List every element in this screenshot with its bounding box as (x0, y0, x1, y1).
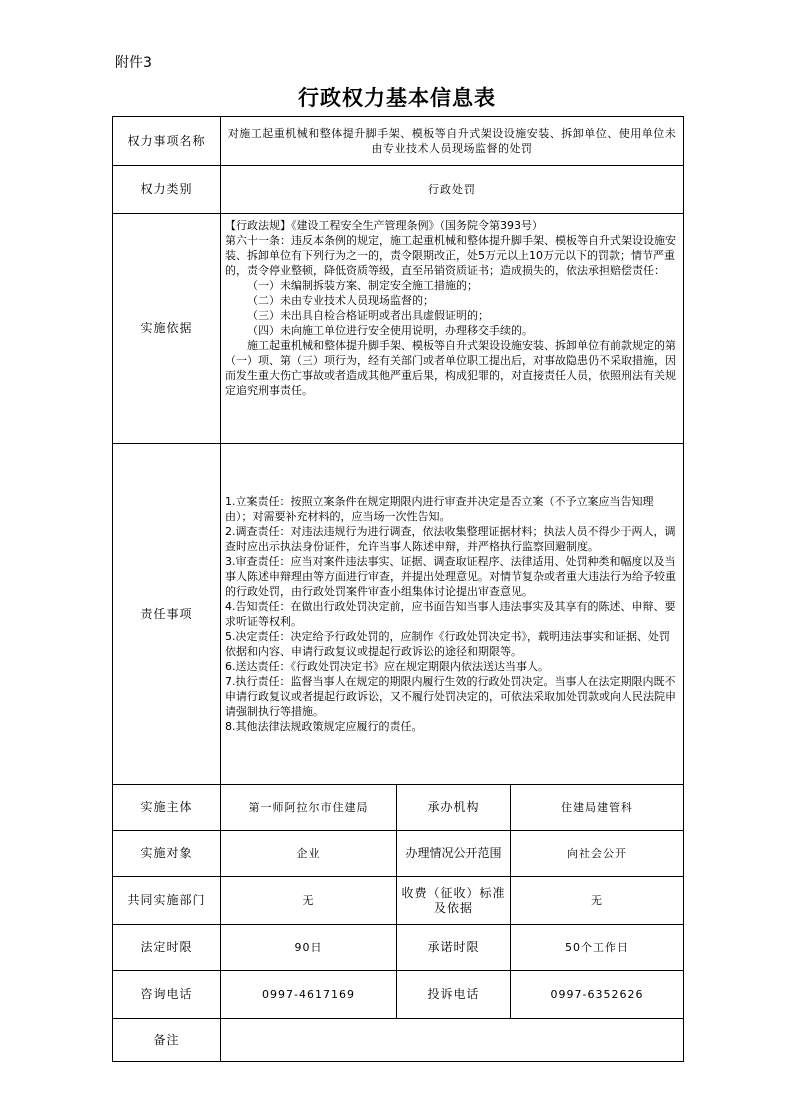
value-fee: 无 (511, 877, 684, 925)
label-power-name: 权力事项名称 (113, 117, 221, 166)
label-remark: 备注 (113, 1019, 221, 1062)
basis-line: 【行政法规】《建设工程安全生产管理条例》（国务院令第393号） (225, 219, 543, 232)
basis-line: （四）未向施工单位进行安全使用说明，办理移交手续的。 (247, 324, 533, 337)
basis-line: （一）未编制拆装方案、制定安全施工措施的； (247, 279, 478, 292)
duty-line: 4.告知责任：在做出行政处罚决定前，应书面告知当事人违法事实及其享有的陈述、申辩、要求听证等权利。 (225, 600, 676, 628)
label-duties: 责任事项 (113, 444, 221, 785)
basis-line: 施工起重机械和整体提升脚手架、模板等自升式架设设施安装、拆卸单位有前款规定的第（一）项、第（三）项行为，经有关部门或者单位职工提出后，对事故隐患仍不采取措施，因而发生重大伤亡事故或者造成其他严重后果，构成犯罪的，对直接责任人员，依照刑法有关规定追究刑事责任。 (225, 339, 676, 397)
label-agency: 承办机构 (397, 785, 511, 831)
label-subject: 实施主体 (113, 785, 221, 831)
row-subject (113, 785, 684, 831)
duty-line: 5.决定责任：决定给予行政处罚的，应制作《行政处罚决定书》，载明违法事实和证据、处罚依据和内容、申请行政复议或提起行政诉讼的途径和期限等。 (225, 630, 670, 658)
row-power-name (113, 117, 684, 166)
label-disclosure: 办理情况公开范围 (397, 831, 511, 877)
row-category (113, 166, 684, 214)
basis-line: 第六十一条：违反本条例的规定，施工起重机械和整体提升脚手架、模板等自升式架设设施安装、拆卸单位有下列行为之一的，责令限期改正，处5万元以上10万元以下的罚款；情节严重的，责令停业整顿，降低资质等级，直至吊销资质证书；造成损失的，依法承担赔偿责任： (225, 234, 676, 277)
duty-line: 3.审查责任：应当对案件违法事实、证据、调查取证程序、法律适用、处罚种类和幅度以及当事人陈述申辩理由等方面进行审查，并提出处理意见。对情节复杂或者重大违法行为给予较重的行政处罚，由行政处罚案件审查小组集体讨论提出审查意见。 (225, 555, 676, 598)
value-consult-phone: 0997-4617169 (221, 971, 397, 1019)
info-table (112, 116, 684, 1062)
value-joint: 无 (221, 877, 397, 925)
basis-line: （三）未出具自检合格证明或者出具虚假证明的； (247, 309, 489, 322)
row-deadline (113, 925, 684, 971)
row-target (113, 831, 684, 877)
value-basis (221, 214, 684, 444)
label-fee: 收费（征收）标准及依据 (397, 877, 511, 925)
value-category: 行政处罚 (221, 166, 684, 214)
page-title: 行政权力基本信息表 (298, 85, 496, 110)
value-subject: 第一师阿拉尔市住建局 (221, 785, 397, 831)
label-complaint-phone: 投诉电话 (397, 971, 511, 1019)
label-joint: 共同实施部门 (113, 877, 221, 925)
duty-line: 8.其他法律法规政策规定应履行的责任。 (225, 720, 423, 733)
attachment-number: 附件3 (115, 55, 152, 71)
value-agency: 住建局建管科 (511, 785, 684, 831)
duty-line: 2.调查责任：对违法违规行为进行调查，依法收集整理证据材料；执法人员不得少于两人，调查时应出示执法身份证件，允许当事人陈述申辩，并严格执行监察回避制度。 (225, 525, 676, 553)
label-promised-deadline: 承诺时限 (397, 925, 511, 971)
value-legal-deadline: 90日 (221, 925, 397, 971)
value-target: 企业 (221, 831, 397, 877)
label-category: 权力类别 (113, 166, 221, 214)
duty-line: 7.执行责任：监督当事人在规定的期限内履行生效的行政处罚决定。当事人在法定期限内既不申请行政复议或者提起行政诉讼，又不履行处罚决定的，可依法采取加处罚款或向人民法院申请强制执行等措施。 (225, 675, 676, 718)
value-promised-deadline: 50个工作日 (511, 925, 684, 971)
row-remark (113, 1019, 684, 1062)
label-consult-phone: 咨询电话 (113, 971, 221, 1019)
value-duties (221, 444, 684, 785)
value-disclosure: 向社会公开 (511, 831, 684, 877)
value-complaint-phone: 0997-6352626 (511, 971, 684, 1019)
label-target: 实施对象 (113, 831, 221, 877)
duty-line: 6.送达责任：《行政处罚决定书》应在规定期限内依法送达当事人。 (225, 660, 549, 673)
row-basis (113, 214, 684, 444)
basis-line: （二）未由专业技术人员现场监督的； (247, 294, 434, 307)
row-phone (113, 971, 684, 1019)
row-duties (113, 444, 684, 785)
value-power-name: 对施工起重机械和整体提升脚手架、模板等自升式架设设施安装、拆卸单位、使用单位未由专业技术人员现场监督的处罚 (221, 117, 684, 166)
row-joint (113, 877, 684, 925)
label-legal-deadline: 法定时限 (113, 925, 221, 971)
duty-line: 1.立案责任：按照立案条件在规定期限内进行审查并决定是否立案（不予立案应当告知理由）；对需要补充材料的，应当场一次性告知。 (225, 495, 654, 523)
label-basis: 实施依据 (113, 214, 221, 444)
value-remark (221, 1019, 684, 1062)
